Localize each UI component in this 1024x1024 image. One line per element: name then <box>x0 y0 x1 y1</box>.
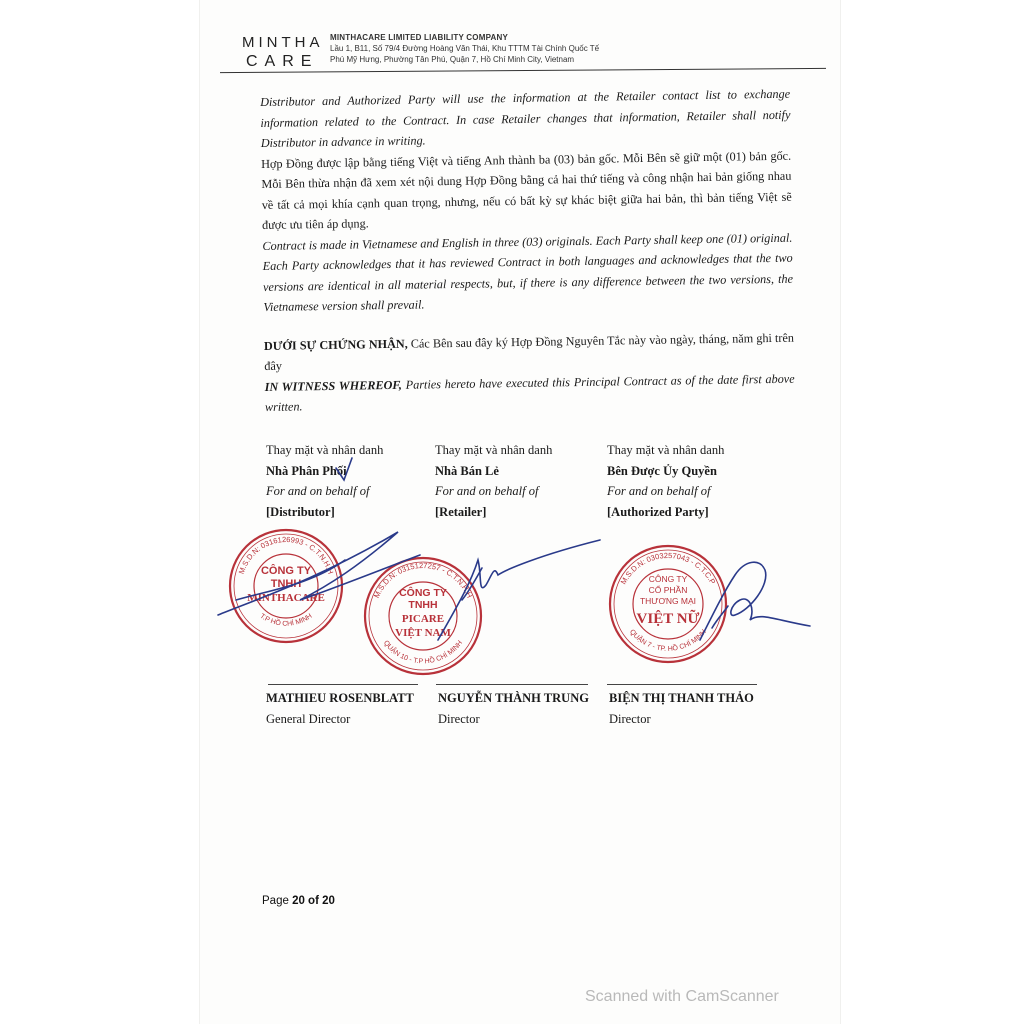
stamp-minthacare-line3: MINTHACARE <box>247 592 325 604</box>
signer-name: BIỆN THỊ THANH THẢO <box>609 691 754 705</box>
paragraph-originals-en: Contract is made in Vietnamese and English in three (03) originals. Each Party shall keep one (01) original. Each Party acknowledges that it has reviewed Contract in both languages and acknowledges that the two versions are identical in all material respects, but, if there is any difference between the two versions, the Vietnamese version shall prevail. <box>262 230 794 314</box>
signer-title: Director <box>438 712 480 726</box>
witness-en-text: Parties hereto have executed this Principal Contract as of the date first above written. <box>264 371 795 414</box>
signer-distributor <box>266 688 414 730</box>
stamp-minthacare-top-text: M.S.D.N: 0316126993 - C.T.N.H.H <box>236 534 336 576</box>
page-number <box>262 895 335 907</box>
stamp-minthacare-bottom-text: T.P HỒ CHÍ MINH <box>258 612 314 628</box>
party-vn: Bên Được Ủy Quyền <box>607 463 717 478</box>
party-en: [Retailer] <box>435 504 487 519</box>
behalf-vn: Thay mặt và nhân danh <box>266 443 384 457</box>
signature-headers <box>266 440 786 530</box>
company-address-line1: Lầu 1, B11, Số 79/4 Đường Hoàng Văn Thái, Khu TTTM Tài Chính Quốc Tế <box>330 44 600 53</box>
stamp-picare-line3: PICARE <box>401 613 445 625</box>
paragraph-contact-info: Distributor and Authorized Party will use the information at the Retailer contact list to exchange information related to the Contract. In case Retailer changes that information, Retailer shall notify Distributor in advance in writing. <box>260 86 791 150</box>
witness-vn-heading: DƯỚI SỰ CHỨNG NHẬN, <box>263 336 408 353</box>
camscanner-watermark: Scanned with CamScanner <box>585 988 779 1005</box>
signature-line-authorized-party <box>607 684 757 685</box>
party-en: [Authorized Party] <box>607 504 709 519</box>
witness-en <box>264 368 795 417</box>
company-info <box>330 32 599 65</box>
signer-name: MATHIEU ROSENBLATT <box>266 691 414 705</box>
stamp-viet-nu-line4: VIỆT NỮ <box>636 611 700 627</box>
stamp-viet-nu-bottom-text: QUẬN 7 - TP. HỒ CHÍ MINH <box>628 628 708 653</box>
signatory-authorized-party <box>607 440 724 522</box>
company-address-line2: Phú Mỹ Hưng, Phường Tân Phú, Quận 7, Hồ Chí Minh City, Vietnam <box>330 55 575 64</box>
logo-text-top: MINTHA <box>242 34 324 51</box>
company-name: MINTHACARE LIMITED LIABILITY COMPANY <box>330 33 509 42</box>
party-vn: Nhà Phân Phối <box>266 463 347 478</box>
witness-vn-text: Các Bên sau đây ký Hợp Đồng Nguyên Tắc này vào ngày, tháng, năm ghi trên đây <box>264 330 795 373</box>
stamp-picare-bottom-text: QUẬN 10 - T.P HỒ CHÍ MINH <box>381 639 465 666</box>
paragraph-originals-vn: Hợp Đồng được lập bằng tiếng Việt và tiếng Anh thành ba (03) bản gốc. Mỗi Bên sẽ giữ một (01) bản gốc. Mỗi Bên thừa nhận đã xem xét nội dung Hợp Đồng bằng cả hai thứ tiếng và công nhận hai bản giống nhau về tất cả mọi khía cạnh quan trọng, nhưng, nếu có bất kỳ sự khác biệt giữa hai bản, thì bản tiếng Việt sẽ được ưu tiên áp dụng. <box>261 148 792 232</box>
stamp-picare-line4: VIỆT NAM <box>395 627 451 639</box>
party-en: [Distributor] <box>266 504 335 519</box>
page-current: 20 <box>292 895 305 907</box>
party-vn: Nhà Bán Lẻ <box>435 463 499 478</box>
signature-line-retailer <box>436 684 588 685</box>
signature-line-distributor <box>268 684 418 685</box>
stamp-picare-line2: TNHH <box>408 599 438 611</box>
contract-body <box>260 84 795 418</box>
logo-text-bottom: CARE <box>246 53 319 70</box>
signatory-distributor <box>266 440 383 522</box>
witness-en-heading: IN WITNESS WHEREOF, <box>264 377 403 394</box>
stamp-viet-nu-line2: CỔ PHẦN <box>648 585 688 595</box>
page-total: 20 <box>322 895 335 907</box>
signer-authorized-party <box>609 688 754 730</box>
behalf-vn: Thay mặt và nhân danh <box>607 443 725 457</box>
stamp-picare-top-text: M.S.D.N: 0315127257 - C.T.N.H.H <box>371 560 475 600</box>
stamp-viet-nu-top-text: M.S.D.N: 0303257043 - C.T.C.P <box>618 550 718 586</box>
page-of: of <box>304 895 323 907</box>
signer-name: NGUYỄN THÀNH TRUNG <box>438 691 589 705</box>
behalf-en: For and on behalf of <box>266 484 370 498</box>
behalf-en: For and on behalf of <box>435 484 539 498</box>
signatory-retailer <box>435 440 552 522</box>
behalf-vn: Thay mặt và nhân danh <box>435 443 553 457</box>
page-prefix: Page <box>262 895 293 907</box>
stamp-viet-nu-line3: THƯƠNG MẠI <box>639 596 697 606</box>
stamp-minthacare-line1: CÔNG TY <box>260 565 312 577</box>
behalf-en: For and on behalf of <box>607 484 711 498</box>
stamp-viet-nu-line1: CÔNG TY <box>648 574 688 584</box>
signer-retailer <box>438 688 589 730</box>
stamp-picare-line1: CÔNG TY <box>399 587 447 599</box>
signer-title: Director <box>609 712 651 726</box>
signer-title: General Director <box>266 712 351 726</box>
stamp-minthacare-line2: TNHH <box>270 578 302 590</box>
